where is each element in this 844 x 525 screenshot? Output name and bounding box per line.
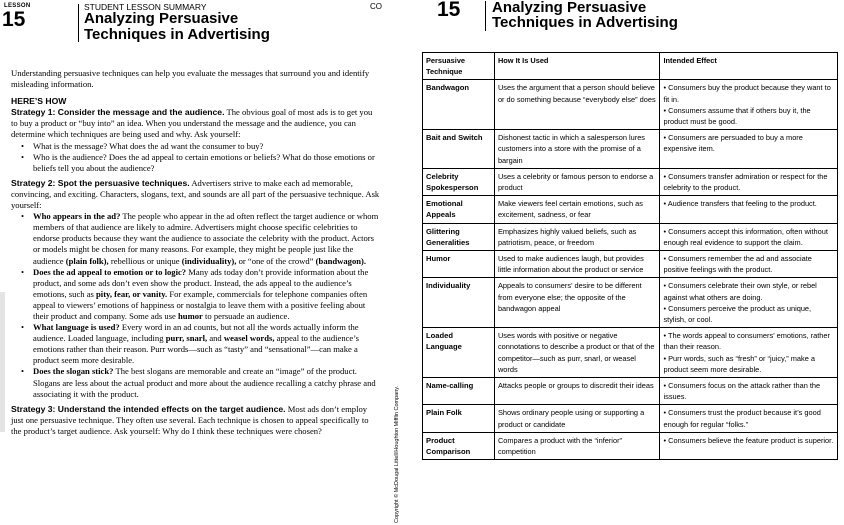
intended-effect-cell <box>660 80 838 130</box>
bullet-question: What language is used? <box>33 322 120 333</box>
title-line1-right: Analyzing Persuasive <box>492 0 647 16</box>
list-item: • What is the message? What does the ad want the consumer to buy? <box>33 141 381 152</box>
copyright-text: Copyright © McDougal Littell/Houghton Mifflin Company. <box>394 385 400 523</box>
bullet-text: For example, commercials for telephone companies often appeal to viewers’ emotions of happiness or nostalgia to leave them with a positive feeling about their product and company. Some ads use <box>33 288 368 321</box>
technique-cell: Name-calling <box>423 378 495 405</box>
how-used-cell: Uses the argument that a person should believe or do something because “everybody else” does <box>494 80 660 130</box>
intro-paragraph: Understanding persuasive techniques can help you evaluate the messages that surround you and identify misleading information. <box>11 68 370 90</box>
strategy1-paragraph <box>11 107 381 140</box>
table-row <box>423 328 838 378</box>
lesson-body <box>11 68 381 437</box>
bullet-question: Does the slogan stick? <box>33 366 114 377</box>
term: (plain folk), <box>65 255 109 266</box>
strategy2-bullets <box>11 211 381 400</box>
technique-cell: Humor <box>423 251 495 278</box>
list-item <box>33 211 381 266</box>
page-title-left <box>84 11 270 43</box>
effect-item: • Consumers celebrate their own style, or rebel against what others are doing. <box>663 281 817 302</box>
how-used-cell: Appeals to consumers’ desire to be different from everyone else; the opposite of the bandwagon appeal <box>494 278 660 328</box>
effect-item: • Consumers trust the product because it’s good enough for regular “folks.” <box>663 408 821 429</box>
technique-cell: Loaded Language <box>423 328 495 378</box>
technique-cell: Glittering Generalities <box>423 223 495 250</box>
how-used-cell: Compares a product with the “inferior” competition <box>494 432 660 459</box>
intended-effect-cell <box>660 278 838 328</box>
technique-cell: Bandwagon <box>423 80 495 130</box>
bullet-text: The best slogans are memorable and create an “image” of the product. Slogans are less about the actual product and more about the audience recalling a catchy phrase and associating it with the product. <box>33 366 376 399</box>
strategy1-text: The obvious goal of most ads is to get you to buy a product or “buy into” an idea. When you understand the message and the audience, you can determine which techniques are being used and why. Ask yourself: <box>11 107 373 140</box>
intended-effect-cell <box>660 251 838 278</box>
intended-effect-cell <box>660 328 838 378</box>
strategy3-heading: Strategy 3: Understand the intended effects on the target audience. <box>11 403 286 414</box>
effect-item: • Consumers assume that if others buy it, the product must be good. <box>663 105 811 127</box>
technique-cell: Emotional Appeals <box>423 196 495 223</box>
list-item: • Who is the audience? Does the ad appeal to certain emotions or beliefs? What do those emotions or beliefs tell you about the audience? <box>33 152 381 174</box>
effect-item: • Consumers believe the feature product is superior. <box>663 435 834 445</box>
persuasive-techniques-table <box>422 52 838 460</box>
intended-effect-cell <box>660 196 838 223</box>
strategy2-text: Advertisers strive to make each ad memorable, convincing, and exciting. Characters, slogans, text, and sounds are all part of the persuasive technique. Ask yourself: <box>11 177 380 211</box>
strategy1-heading: Strategy 1: Consider the message and the audience. <box>11 107 225 118</box>
effect-item: • Consumers are persuaded to buy a more expensive item. <box>663 133 803 154</box>
effect-item: • Consumers focus on the attack rather than the issues. <box>663 381 821 402</box>
how-used-cell: Uses a celebrity or famous person to endorse a product <box>494 168 660 195</box>
how-used-cell: Used to make audiences laugh, but provides little information about the product or service <box>494 251 660 278</box>
effect-item: • Consumers buy the product because they want to fit in. <box>663 83 831 104</box>
table-row <box>423 168 838 195</box>
table-row <box>423 80 838 130</box>
header-how-used: How It Is Used <box>494 53 660 80</box>
bullet-text: to persuade an audience. <box>205 310 290 321</box>
term: (individuality), <box>181 255 237 266</box>
strategy2-heading: Strategy 2: Spot the persuasive techniques. <box>11 177 190 188</box>
table-row <box>423 130 838 169</box>
strategy1-bullets <box>11 141 381 174</box>
how-used-cell: Shows ordinary people using or supporting a product or candidate <box>494 405 660 432</box>
table-row <box>423 278 838 328</box>
term: (bandwagon). <box>315 255 367 266</box>
bullet-text: and <box>209 333 222 344</box>
technique-cell: Bait and Switch <box>423 130 495 169</box>
intended-effect-cell <box>660 432 838 459</box>
header-technique: Persuasive Technique <box>423 53 495 80</box>
technique-cell: Celebrity Spokesperson <box>423 168 495 195</box>
table-row <box>423 378 838 405</box>
summary-label: STUDENT LESSON SUMMARY <box>84 2 207 12</box>
table-row <box>423 251 838 278</box>
intended-effect-cell <box>660 405 838 432</box>
technique-cell: Individuality <box>423 278 495 328</box>
lesson-number-right: 15 <box>437 0 461 21</box>
how-used-cell: Uses words with positive or negative connotations to describe a product or that of the competitor—such as purr, snarl, or weasel words <box>494 328 660 378</box>
header-divider-left <box>78 4 79 42</box>
strategy3-text: Most ads don’t employ just one persuasive technique. They often use several. Each technique is chosen to appeal specifically to the product’s target audience. Ask yourself: Why do I think these techniques were chosen? <box>11 403 369 436</box>
bullet-text: rebellious or unique <box>110 255 180 266</box>
copyright-notice <box>394 378 404 523</box>
strategy3-paragraph <box>11 404 381 437</box>
technique-cell: Plain Folk <box>423 405 495 432</box>
term: humor <box>178 310 203 321</box>
list-item <box>33 366 381 399</box>
how-used-cell: Emphasizes highly valued beliefs, such as patriotism, peace, or freedom <box>494 223 660 250</box>
bullet-question: Does the ad appeal to emotion or to logic? <box>33 266 187 277</box>
technique-cell: Product Comparison <box>423 432 495 459</box>
effect-item: • Consumers remember the ad and associate positive feelings with the product. <box>663 254 812 275</box>
term: pity, fear, or vanity. <box>96 288 168 299</box>
intended-effect-cell <box>660 130 838 169</box>
how-used-cell: Attacks people or groups to discredit their ideas <box>494 378 660 405</box>
how-used-cell: Make viewers feel certain emotions, such as excitement, sadness, or fear <box>494 196 660 223</box>
margin-mark <box>0 292 5 432</box>
bullet-text: The people who appear in the ad often reflect the target audience or whom members of that audience are likely to admire. Advertisers might choose specific celebrities to endorse products because they want the audience to associate the celebrity with the product. Actors or models might be chosen for many reasons. For example, they might be people just like the audience <box>33 211 379 266</box>
header-divider-right <box>485 1 486 31</box>
how-used-cell: Dishonest tactic in which a salesperson lures customers into a store with the promise of a bargain <box>494 130 660 169</box>
intended-effect-cell <box>660 378 838 405</box>
bullet-text: appeal to the audience’s emotions rather than their reason. Purr words—such as “tasty” and “sensational”—can make a product seem more desirable. <box>33 333 359 366</box>
table-row <box>423 405 838 432</box>
table-header-row <box>423 53 838 80</box>
heres-how-heading: HERE’S HOW <box>11 96 67 107</box>
term: weasel words, <box>223 333 275 344</box>
strategy2-paragraph <box>11 178 381 211</box>
bullet-text: or “one of the crowd” <box>238 255 314 266</box>
intended-effect-cell <box>660 168 838 195</box>
page-title-right <box>492 0 678 30</box>
effect-item: • Audience transfers that feeling to the product. <box>663 199 817 209</box>
effect-item: • Purr words, such as “fresh” or “juicy,” make a product seem more desirable. <box>663 353 816 374</box>
table-row <box>423 432 838 459</box>
header-intended-effect: Intended Effect <box>660 53 838 80</box>
bullet-text: Many ads today don’t provide information about the product, and some ads don’t even show the product. Instead, the ads appeal to the audience’s emotions, such as <box>33 266 369 299</box>
effect-item: • Consumers transfer admiration or respect for the celebrity to the product. <box>663 171 828 193</box>
lesson-number-left: 15 <box>2 8 26 31</box>
lesson-label: LESSON <box>4 3 31 9</box>
list-item <box>33 267 381 322</box>
intended-effect-cell <box>660 223 838 250</box>
effect-item: • Consumers perceive the product as unique, stylish, or cool. <box>663 303 812 325</box>
bullet-question: Who appears in the ad? <box>33 211 121 222</box>
effect-item: • The words appeal to consumers’ emotions, rather than their reason. <box>663 331 830 352</box>
corner-code: CO <box>370 2 382 11</box>
list-item <box>33 322 381 366</box>
effect-item: • Consumers accept this information, often without enough real evidence to support the claim. <box>663 226 828 247</box>
term: purr, snarl, <box>165 333 208 344</box>
title-line2-right: Techniques in Advertising <box>492 14 678 31</box>
bullet-text: Every word in an ad counts, but not all the words actually inform the audience. Loaded language, including <box>33 322 359 344</box>
table-row <box>423 196 838 223</box>
table-row <box>423 223 838 250</box>
table-body <box>423 80 838 460</box>
title-line2: Techniques in Advertising <box>84 26 270 43</box>
title-line1: Analyzing Persuasive <box>84 10 239 27</box>
